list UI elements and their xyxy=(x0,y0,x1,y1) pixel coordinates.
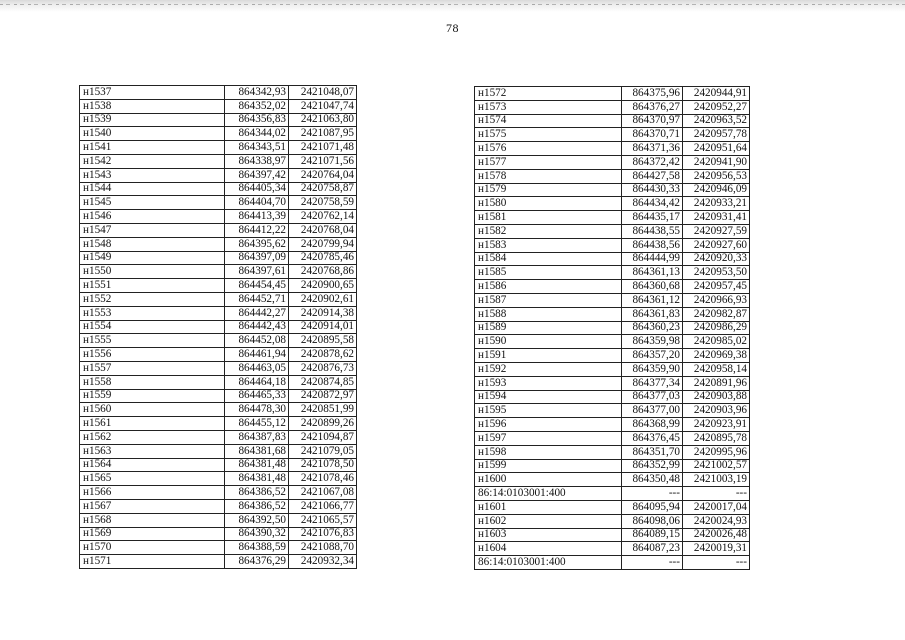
point-id-cell: н1538 xyxy=(80,99,225,113)
point-id-cell: н1577 xyxy=(475,155,622,169)
y-coordinate-cell: 2420982,87 xyxy=(683,307,750,321)
y-coordinate-cell: 2420963,52 xyxy=(683,114,750,128)
table-row xyxy=(80,306,357,320)
table-row xyxy=(475,321,750,335)
y-coordinate-cell: 2420762,14 xyxy=(289,210,357,224)
x-coordinate-cell: 864442,43 xyxy=(225,320,289,334)
table-row xyxy=(475,349,750,363)
table-row xyxy=(80,334,357,348)
table-left-body xyxy=(80,86,357,569)
point-id-cell: н1563 xyxy=(80,444,225,458)
table-row xyxy=(475,445,750,459)
x-coordinate-cell: 864350,48 xyxy=(622,473,683,487)
y-coordinate-cell: 2420946,09 xyxy=(683,183,750,197)
table-row xyxy=(80,389,357,403)
y-coordinate-cell: 2420895,58 xyxy=(289,334,357,348)
point-id-cell: н1541 xyxy=(80,141,225,155)
y-coordinate-cell: 2420951,64 xyxy=(683,142,750,156)
x-coordinate-cell: 864344,02 xyxy=(225,127,289,141)
y-coordinate-cell: 2420764,04 xyxy=(289,168,357,182)
y-coordinate-cell: 2421076,83 xyxy=(289,527,357,541)
table-row xyxy=(475,142,750,156)
y-coordinate-cell: 2420899,26 xyxy=(289,417,357,431)
table-row xyxy=(80,113,357,127)
table-row xyxy=(475,197,750,211)
point-id-cell: н1596 xyxy=(475,418,622,432)
y-coordinate-cell: 2420895,78 xyxy=(683,431,750,445)
table-row xyxy=(80,458,357,472)
table-row xyxy=(475,542,750,556)
table-row xyxy=(80,127,357,141)
point-id-cell: н1603 xyxy=(475,528,622,542)
table-row xyxy=(475,87,750,101)
y-coordinate-cell: 2420876,73 xyxy=(289,361,357,375)
point-id-cell: н1595 xyxy=(475,404,622,418)
y-coordinate-cell: 2421087,95 xyxy=(289,127,357,141)
y-coordinate-cell: 2420986,29 xyxy=(683,321,750,335)
table-row xyxy=(475,473,750,487)
table-row xyxy=(475,293,750,307)
table-row xyxy=(475,238,750,252)
x-coordinate-cell: 864438,55 xyxy=(622,224,683,238)
y-coordinate-cell: 2421094,87 xyxy=(289,430,357,444)
y-coordinate-cell: 2421002,57 xyxy=(683,459,750,473)
x-coordinate-cell: 864357,20 xyxy=(622,349,683,363)
x-coordinate-cell: 864434,42 xyxy=(622,197,683,211)
table-row xyxy=(475,155,750,169)
x-coordinate-cell: 864381,68 xyxy=(225,444,289,458)
table-row xyxy=(475,307,750,321)
x-coordinate-cell: 864430,33 xyxy=(622,183,683,197)
table-row xyxy=(475,335,750,349)
x-coordinate-cell: 864381,48 xyxy=(225,458,289,472)
table-row xyxy=(80,417,357,431)
point-id-cell: н1588 xyxy=(475,307,622,321)
table-row xyxy=(475,376,750,390)
y-coordinate-cell: 2420932,34 xyxy=(289,555,357,569)
y-coordinate-cell: 2420768,04 xyxy=(289,223,357,237)
table-row xyxy=(475,528,750,542)
point-id-cell: н1540 xyxy=(80,127,225,141)
x-coordinate-cell: 864461,94 xyxy=(225,348,289,362)
x-coordinate-cell: 864377,03 xyxy=(622,390,683,404)
point-id-cell: н1599 xyxy=(475,459,622,473)
x-coordinate-cell: 864356,83 xyxy=(225,113,289,127)
table-row xyxy=(80,444,357,458)
x-coordinate-cell: 864388,59 xyxy=(225,541,289,555)
y-coordinate-cell: 2420995,96 xyxy=(683,445,750,459)
y-coordinate-cell: --- xyxy=(683,556,750,570)
table-row xyxy=(80,99,357,113)
y-coordinate-cell: 2421078,50 xyxy=(289,458,357,472)
x-coordinate-cell: 864464,18 xyxy=(225,375,289,389)
table-row xyxy=(80,472,357,486)
point-id-cell: н1560 xyxy=(80,403,225,417)
y-coordinate-cell: 2421065,57 xyxy=(289,513,357,527)
y-coordinate-cell: 2420933,21 xyxy=(683,197,750,211)
point-id-cell: н1575 xyxy=(475,128,622,142)
point-id-cell: н1566 xyxy=(80,486,225,500)
x-coordinate-cell: 864376,45 xyxy=(622,431,683,445)
y-coordinate-cell: 2420017,04 xyxy=(683,500,750,514)
x-coordinate-cell: 864381,48 xyxy=(225,472,289,486)
point-id-cell: н1545 xyxy=(80,196,225,210)
point-id-cell: н1571 xyxy=(80,555,225,569)
y-coordinate-cell: 2420920,33 xyxy=(683,252,750,266)
table-row xyxy=(80,168,357,182)
point-id-cell: н1576 xyxy=(475,142,622,156)
table-row xyxy=(80,320,357,334)
x-coordinate-cell: 864413,39 xyxy=(225,210,289,224)
y-coordinate-cell: --- xyxy=(683,487,750,501)
y-coordinate-cell: 2421071,56 xyxy=(289,154,357,168)
point-id-cell: н1546 xyxy=(80,210,225,224)
table-row xyxy=(80,403,357,417)
y-coordinate-cell: 2420758,87 xyxy=(289,182,357,196)
x-coordinate-cell: 864375,96 xyxy=(622,87,683,101)
x-coordinate-cell: 864370,97 xyxy=(622,114,683,128)
y-coordinate-cell: 2421048,07 xyxy=(289,86,357,100)
x-coordinate-cell: 864444,99 xyxy=(622,252,683,266)
point-id-cell: н1567 xyxy=(80,499,225,513)
x-coordinate-cell: --- xyxy=(622,487,683,501)
table-row xyxy=(80,182,357,196)
x-coordinate-cell: 864427,58 xyxy=(622,169,683,183)
point-id-cell: н1570 xyxy=(80,541,225,555)
point-id-cell: н1543 xyxy=(80,168,225,182)
y-coordinate-cell: 2421003,19 xyxy=(683,473,750,487)
table-row xyxy=(80,499,357,513)
x-coordinate-cell: 864360,23 xyxy=(622,321,683,335)
table-row xyxy=(475,500,750,514)
table-row xyxy=(80,348,357,362)
x-coordinate-cell: 864343,51 xyxy=(225,141,289,155)
point-id-cell: н1559 xyxy=(80,389,225,403)
table-row xyxy=(80,430,357,444)
table-row xyxy=(80,292,357,306)
y-coordinate-cell: 2421063,80 xyxy=(289,113,357,127)
x-coordinate-cell: 864342,93 xyxy=(225,86,289,100)
x-coordinate-cell: 864386,52 xyxy=(225,499,289,513)
table-row xyxy=(475,390,750,404)
y-coordinate-cell: 2420019,31 xyxy=(683,542,750,556)
point-id-cell: н1589 xyxy=(475,321,622,335)
table-row xyxy=(80,541,357,555)
table-row xyxy=(475,459,750,473)
table-row xyxy=(475,211,750,225)
point-id-cell: н1551 xyxy=(80,279,225,293)
point-id-cell: н1578 xyxy=(475,169,622,183)
y-coordinate-cell: 2420956,53 xyxy=(683,169,750,183)
point-id-cell: н1574 xyxy=(475,114,622,128)
point-id-cell: н1565 xyxy=(80,472,225,486)
table-row xyxy=(475,514,750,528)
table-row xyxy=(475,128,750,142)
x-coordinate-cell: 864377,34 xyxy=(622,376,683,390)
point-id-cell: н1561 xyxy=(80,417,225,431)
y-coordinate-cell: 2420026,48 xyxy=(683,528,750,542)
x-coordinate-cell: 864352,99 xyxy=(622,459,683,473)
x-coordinate-cell: 864442,27 xyxy=(225,306,289,320)
point-id-cell: н1593 xyxy=(475,376,622,390)
table-row xyxy=(80,86,357,100)
coordinates-table-left xyxy=(79,85,357,569)
table-row xyxy=(80,486,357,500)
y-coordinate-cell: 2421078,46 xyxy=(289,472,357,486)
table-row xyxy=(475,431,750,445)
x-coordinate-cell: 864455,12 xyxy=(225,417,289,431)
point-id-cell: н1592 xyxy=(475,362,622,376)
table-row xyxy=(80,513,357,527)
x-coordinate-cell: 864397,09 xyxy=(225,251,289,265)
point-id-cell: н1556 xyxy=(80,348,225,362)
coordinates-table-right xyxy=(474,86,750,570)
point-id-cell: н1584 xyxy=(475,252,622,266)
point-id-cell: н1537 xyxy=(80,86,225,100)
point-id-cell: н1549 xyxy=(80,251,225,265)
point-id-cell: н1548 xyxy=(80,237,225,251)
point-id-cell: н1555 xyxy=(80,334,225,348)
y-coordinate-cell: 2420891,96 xyxy=(683,376,750,390)
point-id-cell: н1600 xyxy=(475,473,622,487)
y-coordinate-cell: 2420768,86 xyxy=(289,265,357,279)
table-right-body xyxy=(475,87,750,570)
x-coordinate-cell: 864370,71 xyxy=(622,128,683,142)
y-coordinate-cell: 2420952,27 xyxy=(683,100,750,114)
y-coordinate-cell: 2420874,85 xyxy=(289,375,357,389)
point-id-cell: н1568 xyxy=(80,513,225,527)
table-row xyxy=(475,404,750,418)
y-coordinate-cell: 2420958,14 xyxy=(683,362,750,376)
y-coordinate-cell: 2420758,59 xyxy=(289,196,357,210)
point-id-cell: н1542 xyxy=(80,154,225,168)
y-coordinate-cell: 2420927,60 xyxy=(683,238,750,252)
x-coordinate-cell: 864435,17 xyxy=(622,211,683,225)
table-row xyxy=(80,223,357,237)
point-id-cell: н1572 xyxy=(475,87,622,101)
point-id-cell: н1553 xyxy=(80,306,225,320)
table-row xyxy=(80,141,357,155)
point-id-cell: н1579 xyxy=(475,183,622,197)
table-row xyxy=(80,279,357,293)
y-coordinate-cell: 2421071,48 xyxy=(289,141,357,155)
x-coordinate-cell: 864338,97 xyxy=(225,154,289,168)
point-id-cell: н1569 xyxy=(80,527,225,541)
table-row xyxy=(475,252,750,266)
table-row xyxy=(80,196,357,210)
point-id-cell: н1598 xyxy=(475,445,622,459)
table-row xyxy=(475,114,750,128)
y-coordinate-cell: 2421066,77 xyxy=(289,499,357,513)
point-id-cell: н1591 xyxy=(475,349,622,363)
x-coordinate-cell: 864397,42 xyxy=(225,168,289,182)
y-coordinate-cell: 2420903,96 xyxy=(683,404,750,418)
table-row xyxy=(80,210,357,224)
x-coordinate-cell: 864376,29 xyxy=(225,555,289,569)
table-row xyxy=(80,375,357,389)
point-id-cell: н1544 xyxy=(80,182,225,196)
x-coordinate-cell: 864438,56 xyxy=(622,238,683,252)
y-coordinate-cell: 2420927,59 xyxy=(683,224,750,238)
y-coordinate-cell: 2420944,91 xyxy=(683,87,750,101)
x-coordinate-cell: 864377,00 xyxy=(622,404,683,418)
y-coordinate-cell: 2420785,46 xyxy=(289,251,357,265)
table-row xyxy=(475,362,750,376)
point-id-cell: н1582 xyxy=(475,224,622,238)
table-row xyxy=(80,251,357,265)
table-row xyxy=(475,224,750,238)
x-coordinate-cell: 864478,30 xyxy=(225,403,289,417)
x-coordinate-cell: 864463,05 xyxy=(225,361,289,375)
point-id-cell: н1554 xyxy=(80,320,225,334)
point-id-cell: н1557 xyxy=(80,361,225,375)
point-id-cell: н1585 xyxy=(475,266,622,280)
table-row xyxy=(475,266,750,280)
point-id-cell: н1539 xyxy=(80,113,225,127)
table-row xyxy=(80,361,357,375)
y-coordinate-cell: 2420799,94 xyxy=(289,237,357,251)
point-id-cell: н1587 xyxy=(475,293,622,307)
y-coordinate-cell: 2420953,50 xyxy=(683,266,750,280)
y-coordinate-cell: 2420941,90 xyxy=(683,155,750,169)
point-id-cell: н1547 xyxy=(80,223,225,237)
y-coordinate-cell: 2421088,70 xyxy=(289,541,357,555)
y-coordinate-cell: 2421079,05 xyxy=(289,444,357,458)
x-coordinate-cell: 864412,22 xyxy=(225,223,289,237)
x-coordinate-cell: 864452,08 xyxy=(225,334,289,348)
point-id-cell: н1550 xyxy=(80,265,225,279)
table-row xyxy=(80,237,357,251)
y-coordinate-cell: 2420902,61 xyxy=(289,292,357,306)
x-coordinate-cell: 864390,32 xyxy=(225,527,289,541)
table-row xyxy=(80,555,357,569)
point-id-cell: н1581 xyxy=(475,211,622,225)
scan-top-edge xyxy=(0,0,905,12)
x-coordinate-cell: 864397,61 xyxy=(225,265,289,279)
x-coordinate-cell: 864087,23 xyxy=(622,542,683,556)
table-row xyxy=(475,556,750,570)
table-row xyxy=(475,487,750,501)
point-id-cell: н1558 xyxy=(80,375,225,389)
x-coordinate-cell: 864387,83 xyxy=(225,430,289,444)
x-coordinate-cell: 864452,71 xyxy=(225,292,289,306)
y-coordinate-cell: 2421067,08 xyxy=(289,486,357,500)
x-coordinate-cell: 864454,45 xyxy=(225,279,289,293)
table-row xyxy=(80,527,357,541)
point-id-cell: н1583 xyxy=(475,238,622,252)
y-coordinate-cell: 2420969,38 xyxy=(683,349,750,363)
table-row xyxy=(80,265,357,279)
y-coordinate-cell: 2420914,38 xyxy=(289,306,357,320)
y-coordinate-cell: 2420900,65 xyxy=(289,279,357,293)
x-coordinate-cell: 864359,90 xyxy=(622,362,683,376)
y-coordinate-cell: 2420957,78 xyxy=(683,128,750,142)
x-coordinate-cell: 864361,12 xyxy=(622,293,683,307)
point-id-cell: н1586 xyxy=(475,280,622,294)
x-coordinate-cell: 864386,52 xyxy=(225,486,289,500)
x-coordinate-cell: 864392,50 xyxy=(225,513,289,527)
x-coordinate-cell: 864368,99 xyxy=(622,418,683,432)
point-id-cell: н1590 xyxy=(475,335,622,349)
y-coordinate-cell: 2420878,62 xyxy=(289,348,357,362)
table-row xyxy=(80,154,357,168)
table-row xyxy=(475,418,750,432)
y-coordinate-cell: 2420957,45 xyxy=(683,280,750,294)
x-coordinate-cell: 864351,70 xyxy=(622,445,683,459)
point-id-cell: н1552 xyxy=(80,292,225,306)
y-coordinate-cell: 2420985,02 xyxy=(683,335,750,349)
point-id-cell: н1564 xyxy=(80,458,225,472)
y-coordinate-cell: 2420851,99 xyxy=(289,403,357,417)
table-row xyxy=(475,183,750,197)
point-id-cell: н1562 xyxy=(80,430,225,444)
table-row xyxy=(475,280,750,294)
y-coordinate-cell: 2420966,93 xyxy=(683,293,750,307)
x-coordinate-cell: 864098,06 xyxy=(622,514,683,528)
y-coordinate-cell: 2420903,88 xyxy=(683,390,750,404)
x-coordinate-cell: 864089,15 xyxy=(622,528,683,542)
point-id-cell: н1602 xyxy=(475,514,622,528)
y-coordinate-cell: 2420024,93 xyxy=(683,514,750,528)
point-id-cell: н1594 xyxy=(475,390,622,404)
x-coordinate-cell: 864095,94 xyxy=(622,500,683,514)
x-coordinate-cell: 864359,98 xyxy=(622,335,683,349)
y-coordinate-cell: 2421047,74 xyxy=(289,99,357,113)
y-coordinate-cell: 2420931,41 xyxy=(683,211,750,225)
x-coordinate-cell: 864361,83 xyxy=(622,307,683,321)
point-id-cell: н1580 xyxy=(475,197,622,211)
x-coordinate-cell: 864360,68 xyxy=(622,280,683,294)
point-id-cell: н1573 xyxy=(475,100,622,114)
point-id-cell: н1604 xyxy=(475,542,622,556)
y-coordinate-cell: 2420923,91 xyxy=(683,418,750,432)
x-coordinate-cell: 864352,02 xyxy=(225,99,289,113)
y-coordinate-cell: 2420914,01 xyxy=(289,320,357,334)
table-row xyxy=(475,169,750,183)
x-coordinate-cell: 864376,27 xyxy=(622,100,683,114)
x-coordinate-cell: 864371,36 xyxy=(622,142,683,156)
point-id-cell: 86:14:0103001:400 xyxy=(475,556,622,570)
x-coordinate-cell: 864372,42 xyxy=(622,155,683,169)
y-coordinate-cell: 2420872,97 xyxy=(289,389,357,403)
point-id-cell: 86:14:0103001:400 xyxy=(475,487,622,501)
x-coordinate-cell: 864361,13 xyxy=(622,266,683,280)
x-coordinate-cell: 864395,62 xyxy=(225,237,289,251)
point-id-cell: н1601 xyxy=(475,500,622,514)
table-row xyxy=(475,100,750,114)
x-coordinate-cell: 864404,70 xyxy=(225,196,289,210)
x-coordinate-cell: 864465,33 xyxy=(225,389,289,403)
point-id-cell: н1597 xyxy=(475,431,622,445)
x-coordinate-cell: 864405,34 xyxy=(225,182,289,196)
x-coordinate-cell: --- xyxy=(622,556,683,570)
page-number: 78 xyxy=(446,21,459,35)
